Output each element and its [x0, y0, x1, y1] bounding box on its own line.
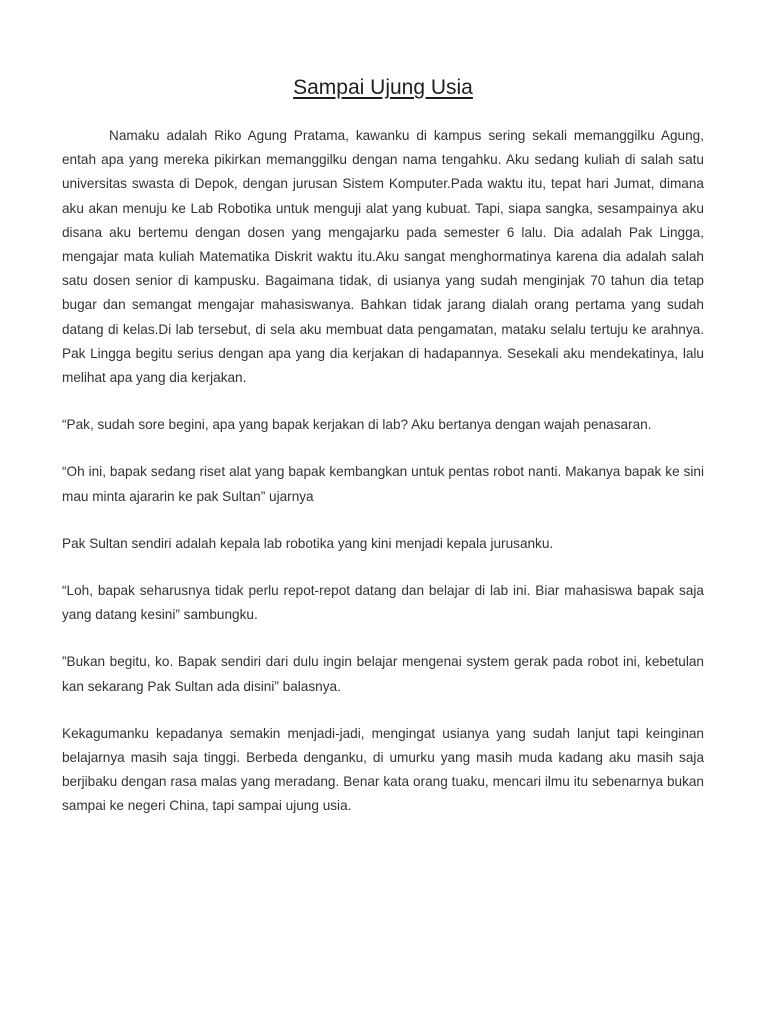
paragraph-narration-sultan: Pak Sultan sendiri adalah kepala lab robotika yang kini menjadi kepala jurusanku. — [62, 535, 554, 551]
document-page — [62, 75, 704, 842]
paragraph-intro: Namaku adalah Riko Agung Pratama, kawanku di kampus sering sekali memanggilku Agung, entah apa yang mereka pikirkan memanggilku dengan nama tengahku. Aku sedang kuliah di salah satu universitas swasta di Depok, dengan jurusan Sistem Komputer.Pada waktu itu, tepat hari Jumat, dimana aku akan menuju ke Lab Robotika untuk menguji alat yang kubuat. Tapi, siapa sangka, sesampainya aku disana aku bertemu dengan dosen yang mengajarku pada semester 6 lalu. Dia adalah Pak Lingga, mengajar mata kuliah Matematika Diskrit waktu itu.Aku sangat menghormatinya karena dia adalah salah satu dosen senior di kampusku. Bagaimana tidak, di usianya yang sudah menginjak 70 tahun dia tetap bugar dan semangat mengajar mahasiswanya. Bahkan tidak jarang dialah orang pertama yang sudah datang di kelas.Di lab tersebut, di sela aku membuat data pengamatan, mataku selalu tertuju ke arahnya. Pak Lingga begitu serius dengan apa yang dia kerjakan di hadapannya. Sesekali aku mendekatinya, lalu melihat apa yang dia kerjakan. — [62, 128, 704, 386]
paragraph-dialogue-response: ”Bukan begitu, ko. Bapak sendiri dari dulu ingin belajar mengenai system gerak pada robot ini, kebetulan kan sekarang Pak Sultan ada disini” balasnya. — [62, 654, 704, 694]
paragraph-closing: Kekagumanku kepadanya semakin menjadi-jadi, mengingat usianya yang sudah lanjut tapi keinginan belajarnya masih saja tinggi. Berbeda denganku, di umurku yang masih muda kadang aku masih saja berjibaku dengan rasa malas yang meradang. Benar kata orang tuaku, mencari ilmu itu sebenarnya bukan sampai ke negeri China, tapi sampai ujung usia. — [62, 725, 704, 814]
paragraph-dialogue-reply: “Loh, bapak seharusnya tidak perlu repot-repot datang dan belajar di lab ini. Biar mahasiswa bapak saja yang datang kesini” sambungku. — [62, 583, 704, 623]
paragraph-dialogue-answer: “Oh ini, bapak sedang riset alat yang bapak kembangkan untuk pentas robot nanti. Makanya bapak ke sini mau minta ajararin ke pak Sultan” ujarnya — [62, 464, 704, 504]
document-title: Sampai Ujung Usia — [293, 76, 473, 99]
paragraph-dialogue-question: “Pak, sudah sore begini, apa yang bapak kerjakan di lab? Aku bertanya dengan wajah penasaran. — [62, 417, 652, 433]
